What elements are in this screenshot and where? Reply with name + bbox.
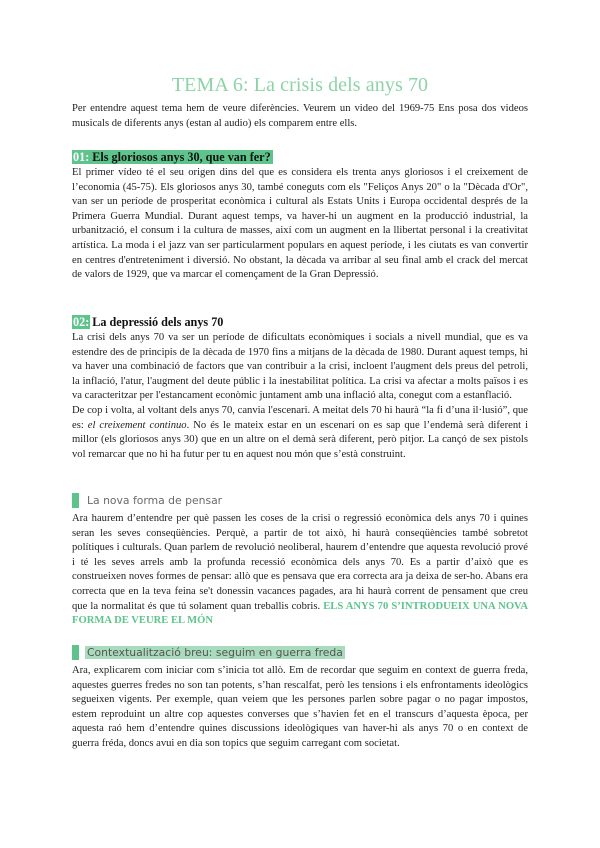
subheading-marker: [72, 493, 79, 508]
intro-text: Per entendre aquest tema hem de veure diferències. Veurem un video del 1969-75 Ens posa dos videos musicals de diferents anys (estan al audio) els comparem entre ells.: [72, 103, 528, 129]
page-title: TEMA 6: La crisis dels anys 70: [171, 74, 429, 96]
section-2-text-b: . No és le mateix estar en un escenari on es sap que l’endemà serà diferent i millor (els gloriosos anys 30) que en un altre on el demà serà diferent, però pitjor. La cançó de sex pistols vol remarcar que no hi ha futur per tu en aquest nou món que s’està construint.: [72, 419, 529, 460]
section-3-body: [72, 512, 528, 629]
subheading-guerra-freda: [72, 645, 345, 660]
section-heading-2: [72, 315, 225, 330]
section-number-2: 02:: [73, 315, 90, 329]
subheading-nova-forma: [72, 493, 224, 508]
subheading-label: Contextualització breu: seguim en guerra freda: [87, 646, 343, 659]
intro-paragraph: [72, 102, 528, 131]
section-number-1: 01:: [73, 150, 90, 164]
section-title-1: Els gloriosos anys 30, que van fer?: [92, 150, 271, 164]
section-1-body: [72, 166, 528, 283]
section-3-paragraph: [72, 512, 528, 629]
subheading-marker: [72, 645, 79, 660]
section-2-text-a: De cop i volta, al voltant dels anys 70, canvia l'escenari. A meitat dels 70 hi haurà “la fi d’una il·lusió”, que es:: [72, 404, 528, 431]
section-heading-1: [72, 150, 273, 165]
section-2-body: [72, 331, 528, 462]
section-title-2: La depressió dels anys 70: [92, 315, 224, 329]
section-3-highlight: ELS ANYS 70 S’INTRODUEIX UNA NOVA FORMA DE VEURE EL MÓN: [72, 600, 528, 627]
section-2-paragraph-2: [72, 404, 528, 462]
section-4-text: Ara, explicarem com iniciar com s’inicia tot allò. Em de recordar que seguim en context de guerra freda, aquestes guerres fredes no son tan potents, s’han rescalfat, però les tensions i els enfrontaments ideològics segueixen vigents. Per exemple, quan veiem que les persones parlen sobre pagar o no pagar impostos, estem reproduint un altre cop aquestes converses que s’havien fet en el transcurs d’aquesta època, per aquesta raó hem d’entendre quines discussions ideològiques van haver-hi als anys 70 o en context de guerra fréda, doncs avui en dia son topics que seguim carregant com societat.: [72, 665, 528, 749]
section-3-text: Ara haurem d’entendre per què passen les coses de la crisi o regressió econòmica dels anys 70 i quines seran les seves conseqüències. Perquè, a partir de tot això, hi haurà conseqüències també sobretot polítiques i culturals. Quan parlem de revolució neoliberal, haurem d’entendre que aquesta revolució prové i té les seves arrels amb la profunda recessió econòmica dels anys 70. Es a partir d’això que es construeixen noves formes de pensar: allò que es pensava que era correcta ara ja deixa de ser-ho. Abans era correcta que en la teva feina se't donessin vacances pagades, ara hi haurà corrent de pensament que creu que la normalitat és que tú solament quan treballis cobris.: [72, 513, 528, 612]
section-2-emphasis: el creixement continuo: [87, 419, 187, 431]
section-4-body: [72, 664, 528, 752]
section-2-paragraph-1: La crisi dels anys 70 va ser un període de dificultats econòmiques i socials a nivell mundial, que es va estendre des de principis de la dècada de 1970 fins a mitjans de la dècada de 1980. Durant aquest temps, hi va haver una combinació de factors que van contribuir a la crisi, incloent l'augment dels preus del petroli, la inflació, l'atur, l'augment del deute públic i la inestabilitat política. La crisi va afectar a molts països i es va caracteritzar per l'estancament econòmic juntament amb una inflació alta, conegut com a estanflació.: [72, 332, 528, 402]
section-1-text: El primer vídeo té el seu origen dins del que es considera els trenta anys gloriosos i el creixement de l’economia (45-75). Els gloriosos anys 30, també coneguts com els "Feliços Anys 20" o la "Dècada d'Or", van ser un període de prosperitat econòmica i cultural als Estats Units i Europa occidental després de la Primera Guerra Mundial. Durant aquest temps, va haver-hi un augment en la producció industrial, la urbanització, el consum i la cultura de masses, així com un augment en la llibertat personal i la creativitat artística. La moda i el jazz van ser particularment populars en aquest període, i les ciutats es van convertir en centres d'entreteniment i diversió. No obstant, la dècada va arribar al seu final amb el crack del mercat de valors de 1929, que va marcar el començament de la Gran Depressió.: [72, 167, 528, 281]
subheading-label: La nova forma de pensar: [87, 494, 223, 507]
